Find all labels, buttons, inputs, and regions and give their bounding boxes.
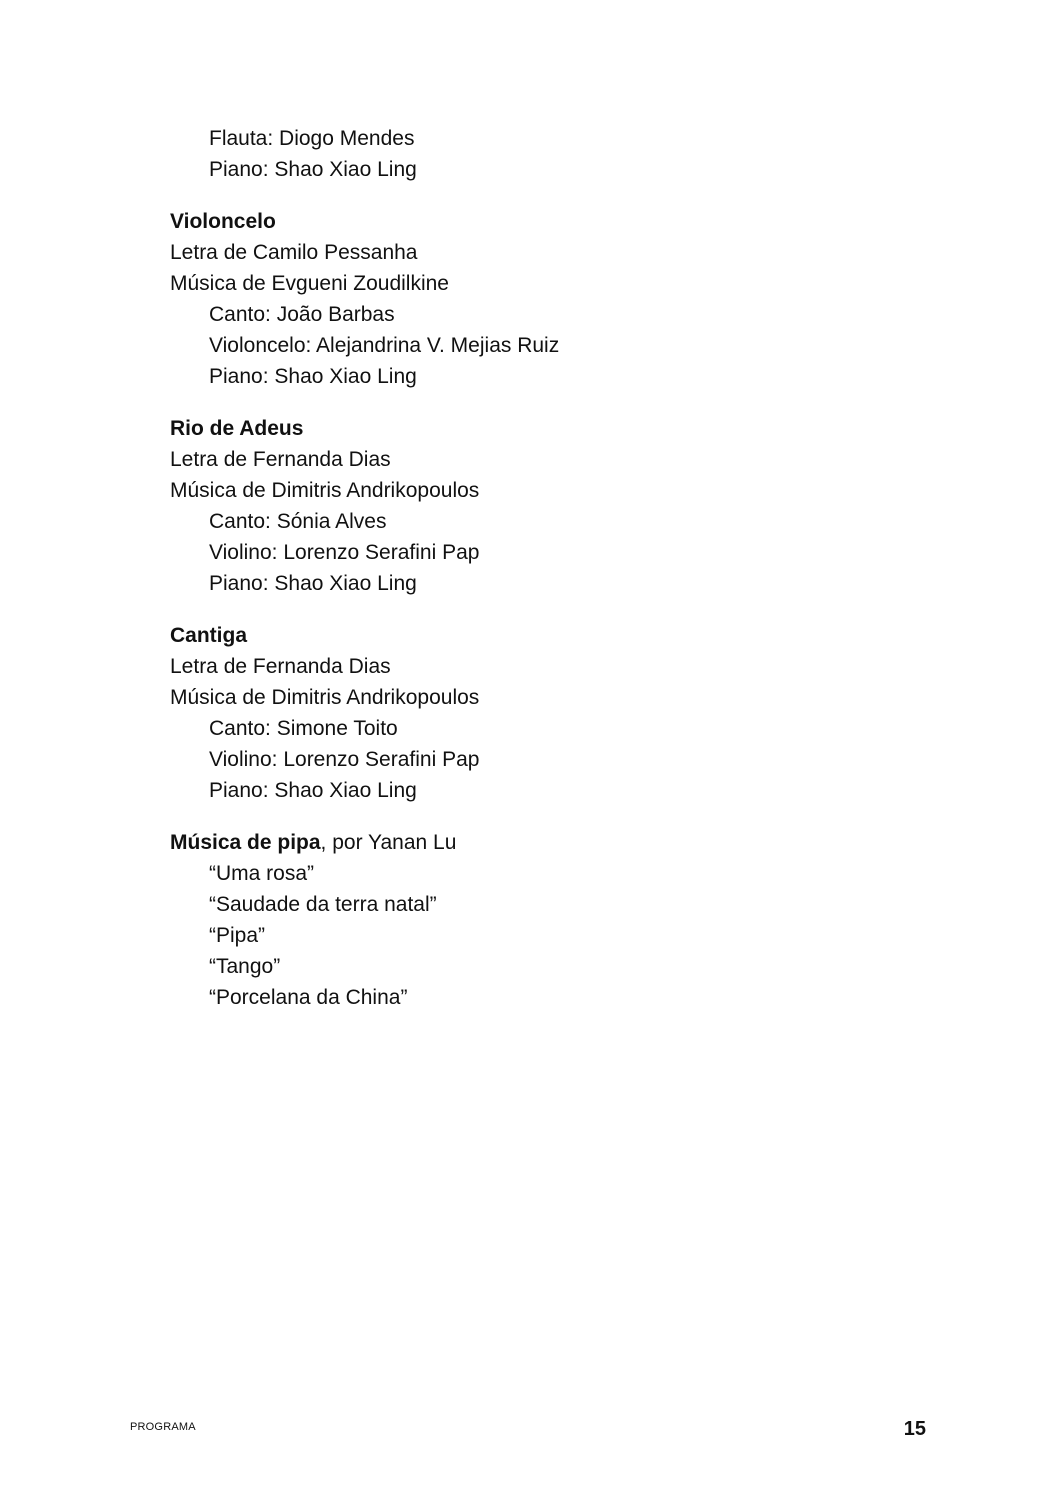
performer-line: Piano: Shao Xiao Ling (209, 779, 417, 802)
piece-cantiga (170, 620, 970, 806)
pipa-heading (170, 827, 970, 858)
continued-block (170, 123, 970, 185)
piece-title: Violoncelo (170, 210, 276, 233)
program-content (170, 123, 970, 1034)
performer-line: Canto: Simone Toito (209, 717, 398, 740)
pipa-byline: , por Yanan Lu (320, 831, 457, 854)
piece-rio-de-adeus (170, 413, 970, 599)
performer-line: Violino: Lorenzo Serafini Pap (209, 541, 480, 564)
piece-title: Cantiga (170, 624, 248, 647)
song-title: “Tango” (209, 955, 281, 978)
piece-violoncelo (170, 206, 970, 392)
piece-pipa (170, 827, 970, 1013)
lyrics-credit: Letra de Camilo Pessanha (170, 241, 418, 264)
performer-line: Flauta: Diogo Mendes (209, 127, 415, 150)
page-number: 15 (903, 1418, 926, 1440)
piece-title: Música de pipa (170, 831, 321, 854)
performer-line: Piano: Shao Xiao Ling (209, 158, 417, 181)
song-title: “Porcelana da China” (209, 986, 408, 1009)
song-title: “Pipa” (209, 924, 266, 947)
piece-title: Rio de Adeus (170, 417, 304, 440)
lyrics-credit: Letra de Fernanda Dias (170, 448, 391, 471)
footer-section-label: PROGRAMA (130, 1421, 196, 1433)
lyrics-credit: Letra de Fernanda Dias (170, 655, 391, 678)
performer-line: Piano: Shao Xiao Ling (209, 572, 417, 595)
music-credit: Música de Evgueni Zoudilkine (170, 272, 449, 295)
performer-line: Canto: João Barbas (209, 303, 395, 326)
music-credit: Música de Dimitris Andrikopoulos (170, 479, 480, 502)
performer-line: Canto: Sónia Alves (209, 510, 387, 533)
music-credit: Música de Dimitris Andrikopoulos (170, 686, 480, 709)
performer-line: Violoncelo: Alejandrina V. Mejias Ruiz (209, 334, 560, 357)
song-title: “Uma rosa” (209, 862, 315, 885)
performer-line: Piano: Shao Xiao Ling (209, 365, 417, 388)
performer-line: Violino: Lorenzo Serafini Pap (209, 748, 480, 771)
song-title: “Saudade da terra natal” (209, 893, 437, 916)
